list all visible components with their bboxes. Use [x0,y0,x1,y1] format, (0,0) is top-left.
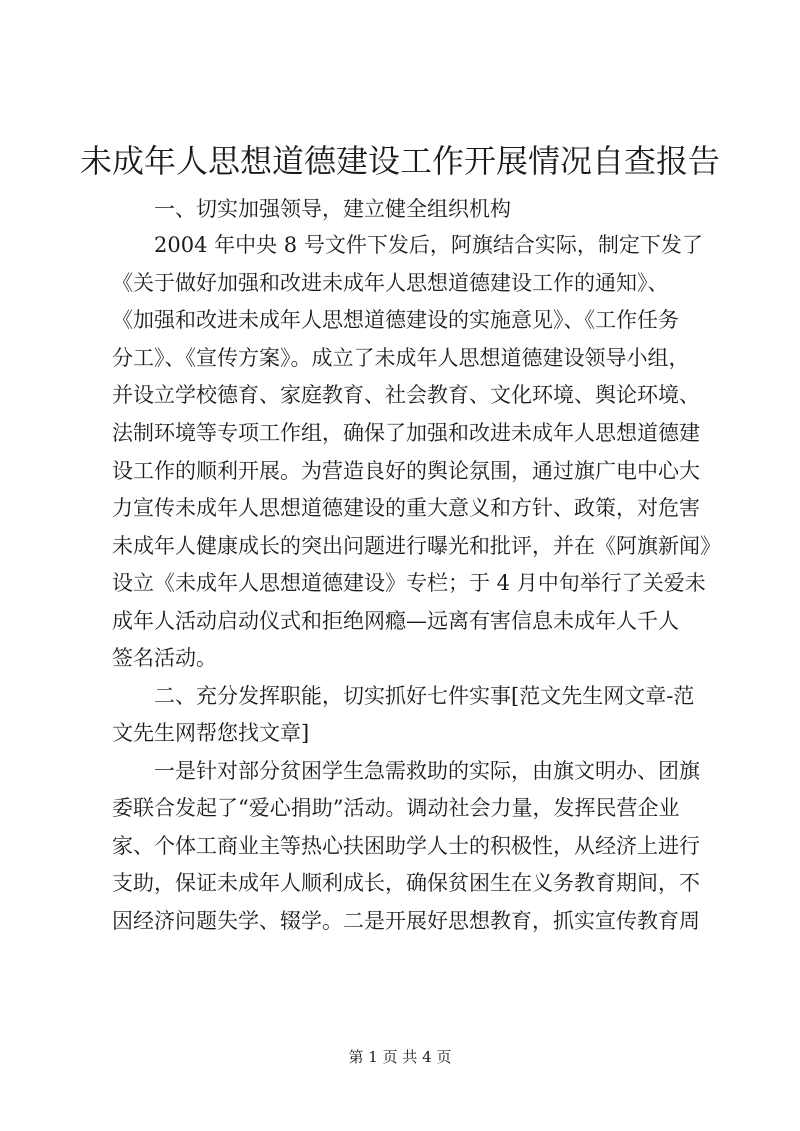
body-line: 文先生网帮您找文章] [112,721,310,745]
body-line: 设工作的顺利开展。为营造良好的舆论氛围，通过旗广电中心大 [112,459,700,483]
body-line: 一、切实加强领导，建立健全组织机构 [112,197,511,221]
body-line: 成年人活动启动仪式和拒绝网瘾—远离有害信息未成年人千人 [112,609,679,633]
body-line: 力宣传未成年人思想道德建设的重大意义和方针、政策，对危害 [112,496,700,520]
body-line: 委联合发起了“爱心捐助”活动。调动社会力量，发挥民营企业 [112,796,680,820]
body-line: 未成年人健康成长的突出问题进行曝光和批评，并在《阿旗新闻》 [112,534,721,558]
body-line: 2004 年中央 8 号文件下发后，阿旗结合实际，制定下发了 [112,233,703,257]
body-line: 家、个体工商业主等热心扶困助学人士的积极性，从经济上进行 [112,834,700,858]
body-line: 支助，保证未成年人顺利成长，确保贫困生在义务教育期间，不 [112,871,700,895]
body-line: 二、充分发挥职能，切实抓好七件实事[范文先生网文章-范 [112,684,695,708]
body-line: 法制环境等专项工作组，确保了加强和改进未成年人思想道德建 [112,421,700,445]
body-line: 设立《未成年人思想道德建设》专栏；于 4 月中旬举行了关爱未 [112,571,706,595]
body-line: 《加强和改进未成年人思想道德建设的实施意见》、《工作任务 [112,308,679,332]
body-line: 分工》、《宣传方案》。成立了未成年人思想道德建设领导小组， [112,346,690,370]
body-line: 一是针对部分贫困学生急需救助的实际，由旗文明办、团旗 [112,759,700,783]
page-number: 第 1 页 共 4 页 [348,1048,452,1066]
body-line: 并设立学校德育、家庭教育、社会教育、文化环境、舆论环境、 [112,383,700,407]
body-line: 签名活动。 [112,646,217,670]
body-line: 因经济问题失学、辍学。二是开展好思想教育，抓实宣传教育周 [112,909,700,933]
body-line: 《关于做好加强和改进未成年人思想道德建设工作的通知》、 [112,271,669,295]
document-title: 未成年人思想道德建设工作开展情况自查报告 [79,142,720,180]
